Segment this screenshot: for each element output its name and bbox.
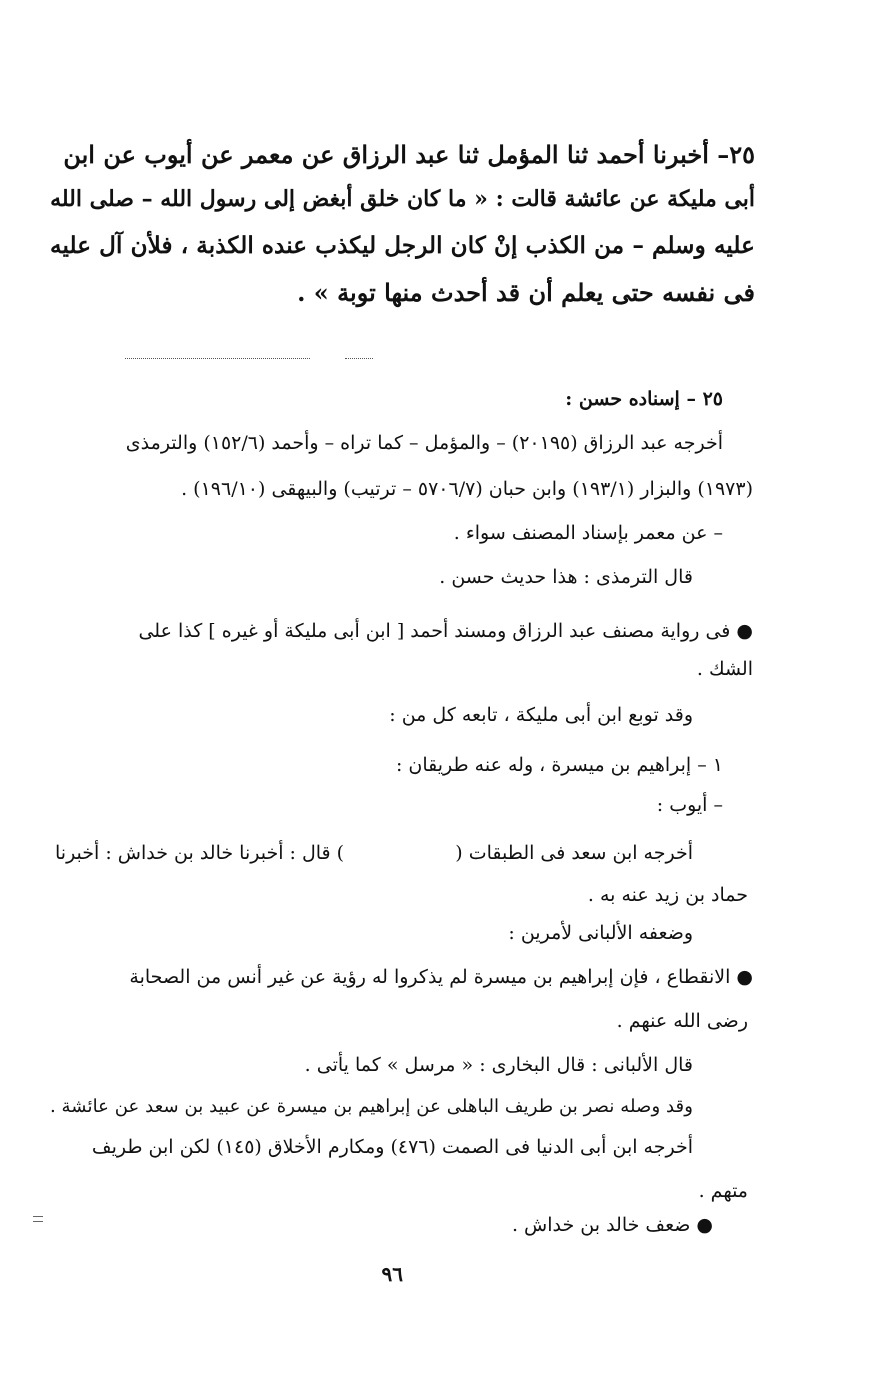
hadith-line-4: فى نفسه حتى يعلم أن قد أحدث منها توبة » . xyxy=(297,278,755,307)
footnote-line: الشك . xyxy=(696,658,753,680)
footnote-line: حماد بن زيد عنه به . xyxy=(587,884,748,906)
page-number: ٩٦ xyxy=(381,1262,403,1286)
footnote-bullet-line: ● الانقطاع ، فإن إبراهيم بن ميسرة لم يذكروا له رؤية عن غير أنس من الصحابة xyxy=(129,966,753,988)
footnote-line: قال الألبانى : قال البخارى : « مرسل » كما يأتى . xyxy=(304,1054,693,1076)
footnote-line: ١ – إبراهيم بن ميسرة ، وله عنه طريقان : xyxy=(395,754,723,776)
footnote-divider xyxy=(125,358,310,359)
footnote-line: أخرجه عبد الرزاق (٢٠١٩٥) – والمؤمل – كما تراه – وأحمد (١٥٢/٦) والترمذى xyxy=(125,432,723,454)
footnote-bullet-line: ● فى رواية مصنف عبد الرزاق ومسند أحمد [ ابن أبى مليكة أو غيره ] كذا على xyxy=(138,620,753,642)
hadith-line-3: عليه وسلم – من الكذب إنْ كان الرجل ليكذب عنده الكذبة ، فلأن آل عليه xyxy=(50,232,755,259)
footnote-heading: ٢٥ – إسناده حسن : xyxy=(565,388,723,410)
footnote-line: قال الترمذى : هذا حديث حسن . xyxy=(439,566,693,588)
footnote-bullet-line: ● ضعف خالد بن خداش . xyxy=(511,1214,713,1236)
footnote-line: وقد وصله نصر بن طريف الباهلى عن إبراهيم بن ميسرة عن عبيد بن سعد عن عائشة . xyxy=(50,1096,693,1117)
hadith-line-2: أبى مليكة عن عائشة قالت : « ما كان خلق أبغض إلى رسول الله – صلى الله xyxy=(50,186,755,212)
hadith-line-1: ٢٥– أخبرنا أحمد ثنا المؤمل ثنا عبد الرزاق عن معمر عن أيوب عن ابن xyxy=(63,140,755,169)
footnote-line: – أيوب : xyxy=(656,794,723,816)
footnote-line: أخرجه ابن أبى الدنيا فى الصمت (٤٧٦) ومكارم الأخلاق (١٤٥) لكن ابن طريف xyxy=(91,1136,693,1158)
footnote-divider-short xyxy=(345,358,373,359)
footnote-line: – عن معمر بإسناد المصنف سواء . xyxy=(453,522,723,544)
footnote-line: (١٩٧٣) والبزار (١٩٣/١) وابن حبان (٥٧٠٦/٧ – ترتيب) والبيهقى (١٩٦/١٠) . xyxy=(181,478,753,500)
footnote-line: وقد توبع ابن أبى مليكة ، تابعه كل من : xyxy=(389,704,693,726)
footnote-line: ) قال : أخبرنا خالد بن خداش : أخبرنا xyxy=(55,842,345,864)
margin-mark xyxy=(33,1216,43,1222)
footnote-line: وضعفه الألبانى لأمرين : xyxy=(508,922,693,944)
footnote-line: أخرجه ابن سعد فى الطبقات ( xyxy=(455,842,693,864)
footnote-line: رضى الله عنهم . xyxy=(616,1010,748,1032)
footnote-line: متهم . xyxy=(698,1180,748,1202)
